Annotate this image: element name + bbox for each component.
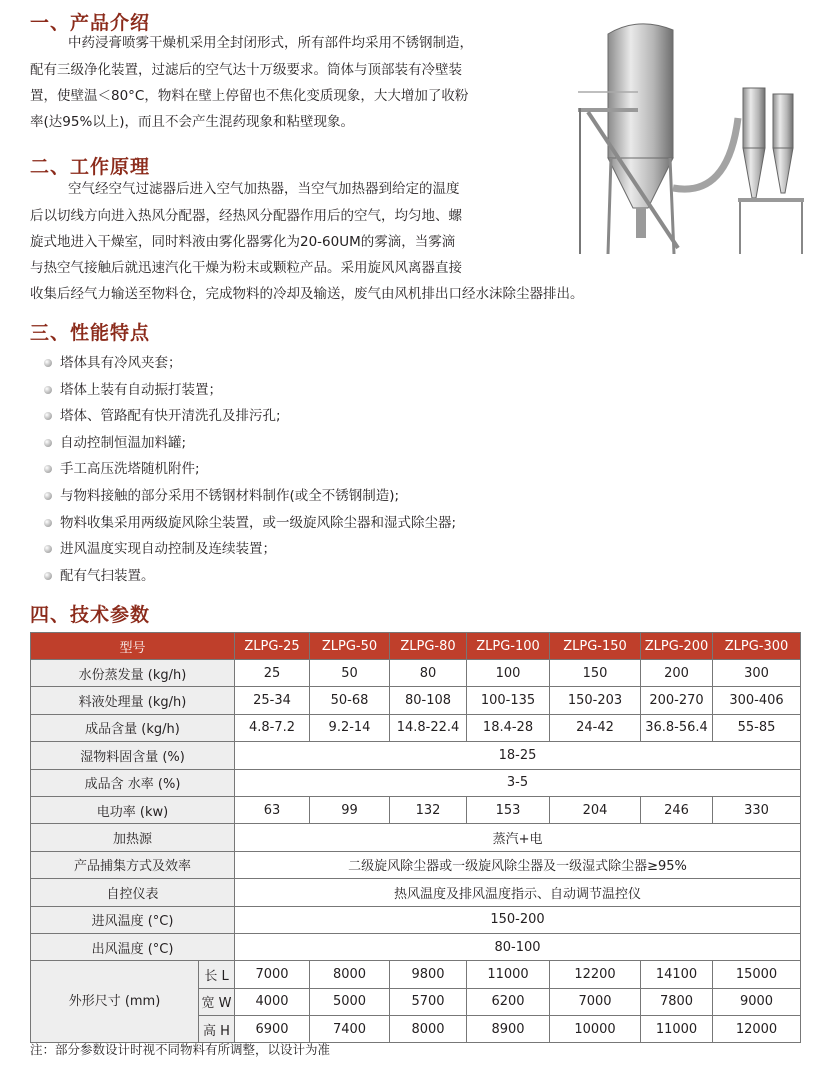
table-header-row — [31, 633, 801, 660]
table-cell: 7800 — [641, 988, 713, 1015]
row-label: 湿物料固含量 (%) — [31, 742, 235, 769]
list-item: 塔体上装有自动振打装置； — [44, 377, 456, 404]
table-cell: 100-135 — [467, 687, 550, 714]
table-cell: 99 — [310, 796, 390, 823]
table-cell: 25 — [235, 660, 310, 687]
table-cell: 8000 — [310, 961, 390, 988]
table-row — [31, 660, 801, 687]
table-cell: 36.8-56.4 — [641, 714, 713, 741]
row-label: 加热源 — [31, 824, 235, 851]
row-label: 自控仪表 — [31, 879, 235, 906]
row-label: 产品捕集方式及效率 — [31, 851, 235, 878]
table-cell: 50-68 — [310, 687, 390, 714]
section-title-specs: 四、技术参数 — [30, 604, 151, 626]
table-cell: 50 — [310, 660, 390, 687]
bullet-icon — [44, 359, 52, 367]
bullet-icon — [44, 572, 52, 580]
table-cell-merged: 二级旋风除尘器或一级旋风除尘器及一级湿式除尘器≥95% — [235, 851, 801, 878]
row-label: 成品含量 (kg/h) — [31, 714, 235, 741]
intro-line-1: 中药浸膏喷雾干燥机采用全封闭形式，所有部件均采用不锈钢制造， — [68, 35, 473, 51]
table-cell: 7000 — [550, 988, 641, 1015]
list-item: 进风温度实现自动控制及连续装置； — [44, 536, 456, 563]
table-row — [31, 687, 801, 714]
row-label: 成品含 水率 (%) — [31, 769, 235, 796]
table-cell: 8900 — [467, 1016, 550, 1043]
table-row — [31, 879, 801, 906]
intro-line-2: 配有三级净化装置，过滤后的空气达十万级要求。筒体与顶部装有冷壁装 — [30, 62, 462, 78]
table-cell: 14.8-22.4 — [390, 714, 467, 741]
header-model: ZLPG-25 — [235, 633, 310, 660]
principle-line-1: 空气经空气过滤器后进入空气加热器，当空气加热器到给定的温度 — [68, 181, 460, 197]
table-cell: 204 — [550, 796, 641, 823]
section-title-features: 三、性能特点 — [30, 322, 151, 344]
list-item: 自动控制恒温加料罐; — [44, 430, 456, 457]
table-row — [31, 796, 801, 823]
row-label: 电功率 (kw) — [31, 796, 235, 823]
principle-line-3: 旋式地进入干燥室，同时料液由雾化器雾化为20-60UM的雾滴，当雾滴 — [30, 234, 456, 250]
table-row — [31, 824, 801, 851]
footnote: 注：部分参数设计时视不同物料有所调整，以设计为准 — [30, 1042, 331, 1057]
table-cell: 7000 — [235, 961, 310, 988]
table-cell: 8000 — [390, 1016, 467, 1043]
table-cell: 5000 — [310, 988, 390, 1015]
header-model: ZLPG-80 — [390, 633, 467, 660]
bullet-icon — [44, 519, 52, 527]
table-cell: 11000 — [641, 1016, 713, 1043]
bullet-icon — [44, 465, 52, 473]
table-cell: 15000 — [713, 961, 801, 988]
table-cell: 246 — [641, 796, 713, 823]
table-row — [31, 714, 801, 741]
table-cell: 6900 — [235, 1016, 310, 1043]
table-cell-merged: 3-5 — [235, 769, 801, 796]
list-item: 配有气扫装置。 — [44, 563, 456, 590]
table-row — [31, 961, 801, 988]
table-cell: 100 — [467, 660, 550, 687]
dimensions-label: 外形尺寸 (mm) — [31, 961, 199, 1043]
list-item: 手工高压洗塔随机附件; — [44, 456, 456, 483]
dimension-sublabel: 高 H — [199, 1016, 235, 1043]
table-cell-merged: 150-200 — [235, 906, 801, 933]
table-row — [31, 906, 801, 933]
intro-line-4: 率(达95%以上)，而且不会产生混药现象和粘壁现象。 — [30, 114, 355, 130]
table-cell: 14100 — [641, 961, 713, 988]
list-item: 物料收集采用两级旋风除尘装置，或一级旋风除尘器和湿式除尘器; — [44, 510, 456, 537]
table-cell: 12000 — [713, 1016, 801, 1043]
header-model: ZLPG-300 — [713, 633, 801, 660]
table-cell: 55-85 — [713, 714, 801, 741]
table-row — [31, 851, 801, 878]
header-model: ZLPG-200 — [641, 633, 713, 660]
table-cell: 80 — [390, 660, 467, 687]
header-model: ZLPG-50 — [310, 633, 390, 660]
table-row — [31, 933, 801, 960]
table-cell: 200 — [641, 660, 713, 687]
table-cell-merged: 蒸汽+电 — [235, 824, 801, 851]
list-item: 塔体、管路配有快开清洗孔及排污孔; — [44, 403, 456, 430]
table-cell-merged: 热风温度及排风温度指示、自动调节温控仪 — [235, 879, 801, 906]
table-cell: 24-42 — [550, 714, 641, 741]
table-cell: 6200 — [467, 988, 550, 1015]
spec-table — [30, 632, 801, 1043]
bullet-icon — [44, 492, 52, 500]
dimension-sublabel: 长 L — [199, 961, 235, 988]
table-cell: 9800 — [390, 961, 467, 988]
table-cell: 330 — [713, 796, 801, 823]
header-model: ZLPG-100 — [467, 633, 550, 660]
table-cell: 150 — [550, 660, 641, 687]
row-label: 进风温度 (°C) — [31, 906, 235, 933]
list-item: 塔体具有冷风夹套； — [44, 350, 456, 377]
row-label: 出风温度 (°C) — [31, 933, 235, 960]
spray-dryer-photo — [578, 8, 808, 254]
table-cell: 9.2-14 — [310, 714, 390, 741]
header-model: ZLPG-150 — [550, 633, 641, 660]
principle-line-4: 与热空气接触后就迅速汽化干燥为粉末或颗粒产品。采用旋风风离器直接 — [30, 260, 462, 276]
table-cell: 7400 — [310, 1016, 390, 1043]
table-cell: 200-270 — [641, 687, 713, 714]
table-cell-merged: 80-100 — [235, 933, 801, 960]
table-cell: 18.4-28 — [467, 714, 550, 741]
table-cell: 9000 — [713, 988, 801, 1015]
table-cell: 150-203 — [550, 687, 641, 714]
bullet-icon — [44, 545, 52, 553]
table-cell: 4.8-7.2 — [235, 714, 310, 741]
bullet-icon — [44, 386, 52, 394]
header-model-label: 型号 — [31, 633, 235, 660]
intro-line-3: 置，使壁温＜80°C，物料在壁上停留也不焦化变质现象，大大增加了收粉 — [30, 88, 469, 104]
table-row — [31, 769, 801, 796]
table-cell-merged: 18-25 — [235, 742, 801, 769]
bullet-icon — [44, 412, 52, 420]
dimension-sublabel: 宽 W — [199, 988, 235, 1015]
list-item: 与物料接触的部分采用不锈钢材料制作(或全不锈钢制造); — [44, 483, 456, 510]
row-label: 水份蒸发量 (kg/h) — [31, 660, 235, 687]
table-cell: 153 — [467, 796, 550, 823]
table-cell: 11000 — [467, 961, 550, 988]
features-list — [44, 350, 456, 589]
principle-line-5: 收集后经气力输送至物料仓，完成物料的冷却及输送，废气由风机排出口经水沫除尘器排出。 — [30, 286, 584, 302]
section-title-principle: 二、工作原理 — [30, 156, 151, 178]
table-cell: 63 — [235, 796, 310, 823]
table-cell: 4000 — [235, 988, 310, 1015]
bullet-icon — [44, 439, 52, 447]
table-cell: 80-108 — [390, 687, 467, 714]
table-cell: 10000 — [550, 1016, 641, 1043]
table-cell: 300-406 — [713, 687, 801, 714]
row-label: 料液处理量 (kg/h) — [31, 687, 235, 714]
section-title-intro: 一、产品介绍 — [30, 12, 151, 34]
table-cell: 12200 — [550, 961, 641, 988]
table-cell: 132 — [390, 796, 467, 823]
table-cell: 300 — [713, 660, 801, 687]
table-cell: 25-34 — [235, 687, 310, 714]
table-row — [31, 742, 801, 769]
table-cell: 5700 — [390, 988, 467, 1015]
principle-line-2: 后以切线方向进入热风分配器，经热风分配器作用后的空气，均匀地、螺 — [30, 208, 462, 224]
